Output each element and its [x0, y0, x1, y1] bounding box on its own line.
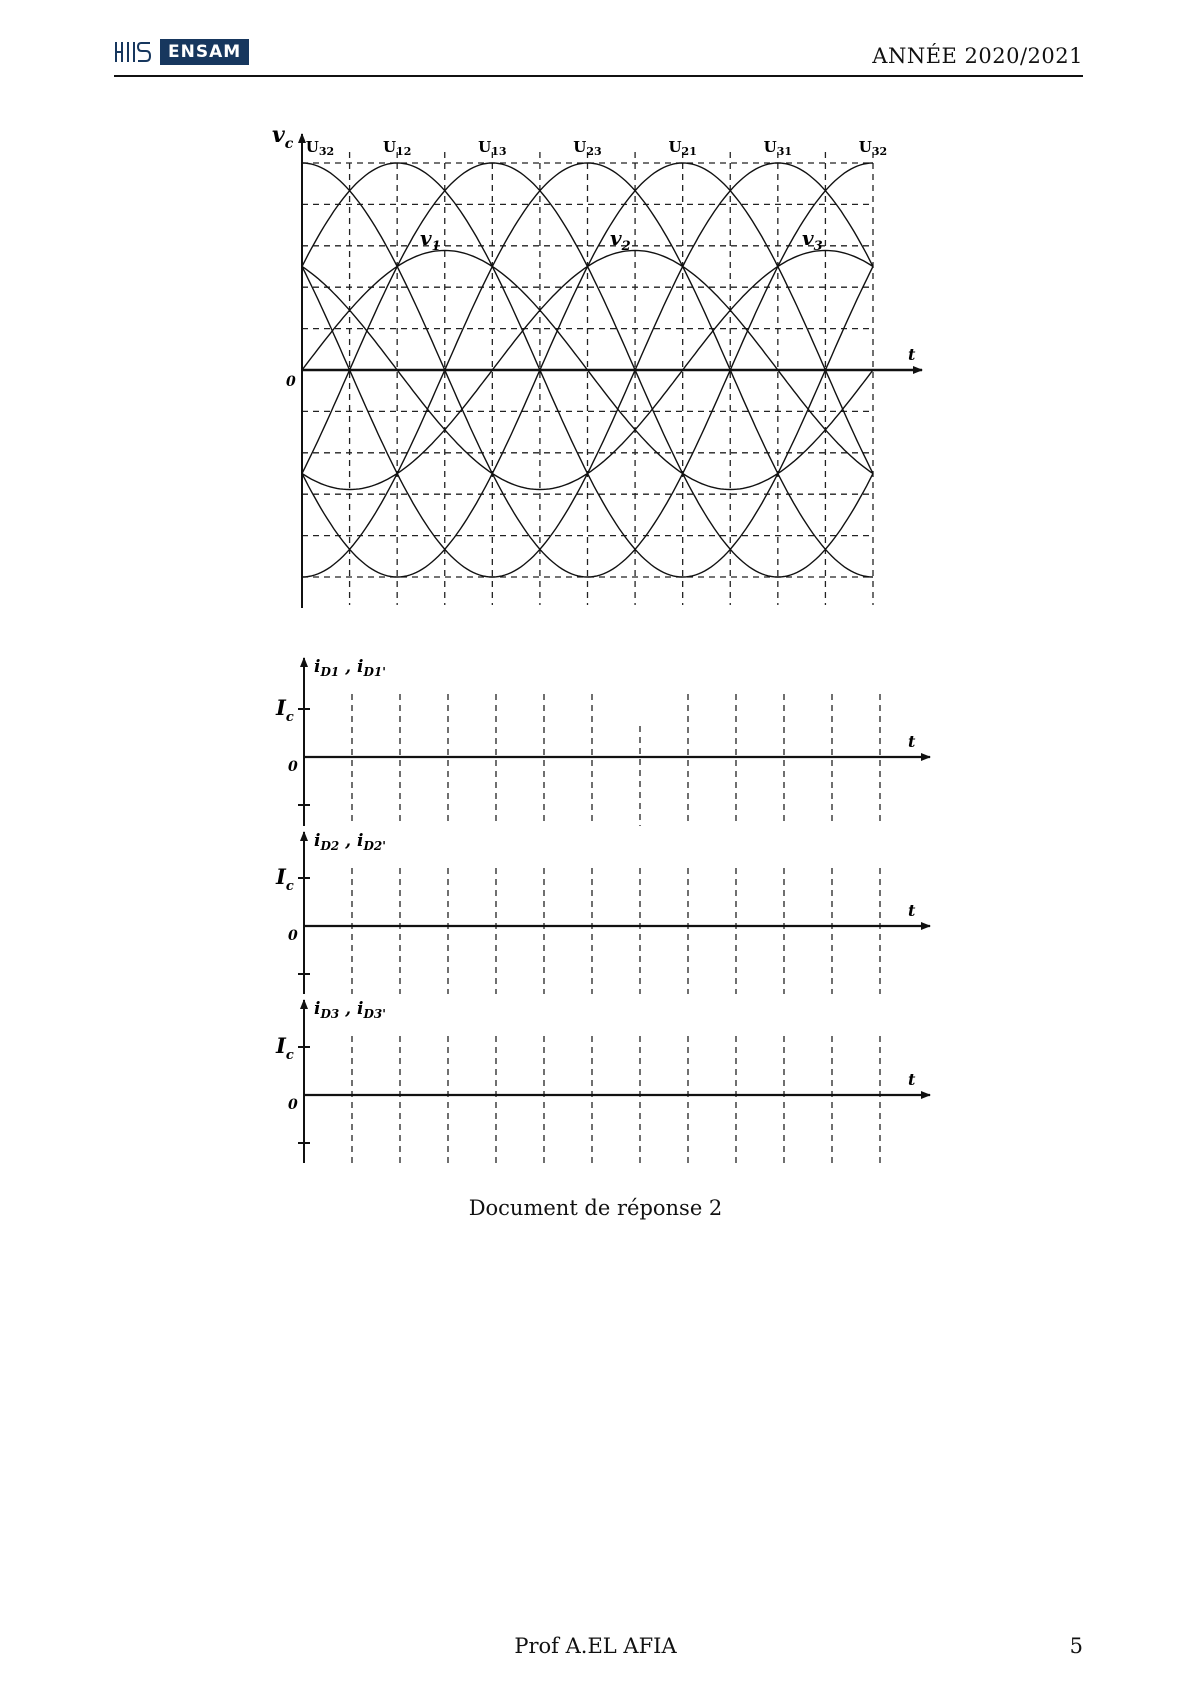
voltage-x-label: t — [908, 345, 916, 364]
series-label-v3: $v_3$ — [802, 226, 823, 254]
current-y-label: $i_{D2}$ , $i_{D2'}$ — [314, 831, 386, 853]
diode-chart-2 — [275, 831, 930, 994]
phase-label: $U_{21}$ — [668, 138, 697, 158]
origin-label: 0 — [288, 1097, 298, 1113]
phase-label: $U_{12}$ — [382, 138, 412, 158]
phase-label: $U_{23}$ — [573, 138, 602, 158]
phase-label: $U_{32}$ — [305, 138, 335, 158]
time-label: t — [908, 1070, 916, 1089]
diode-chart-1 — [275, 657, 930, 826]
diode-chart-3 — [275, 999, 930, 1163]
series-label-v2: $v_2$ — [610, 226, 631, 254]
origin-label: 0 — [288, 928, 298, 944]
time-label: t — [908, 732, 916, 751]
footer-author: Prof A.EL AFIA — [514, 1634, 677, 1658]
phase-label: $U_{13}$ — [478, 138, 507, 158]
voltage-grid — [302, 152, 873, 605]
phase-labels — [306, 138, 887, 158]
page-number: 5 — [1069, 1634, 1083, 1658]
series-label-v1: $v_1$ — [420, 226, 441, 254]
level-label: $I_c$ — [276, 695, 294, 725]
figure-caption: Document de réponse 2 — [468, 1196, 723, 1220]
academic-year: ANNÉE 2020/2021 — [872, 44, 1083, 68]
level-label: $I_c$ — [276, 864, 294, 894]
voltage-y-label: $v_c$ — [272, 122, 294, 152]
current-y-label: $i_{D3}$ , $i_{D3'}$ — [314, 999, 386, 1021]
voltage-chart — [272, 122, 922, 608]
time-label: t — [908, 901, 916, 920]
diode-current-charts — [275, 657, 930, 1163]
voltage-origin-label: 0 — [286, 374, 296, 390]
phase-label: $U_{32}$ — [858, 138, 888, 158]
level-label: $I_c$ — [276, 1033, 294, 1063]
origin-label: 0 — [288, 759, 298, 775]
current-y-label: $i_{D1}$ , $i_{D1'}$ — [314, 657, 386, 679]
logo-wordmark: ENSAM — [160, 39, 249, 65]
phase-label: $U_{31}$ — [763, 138, 793, 158]
